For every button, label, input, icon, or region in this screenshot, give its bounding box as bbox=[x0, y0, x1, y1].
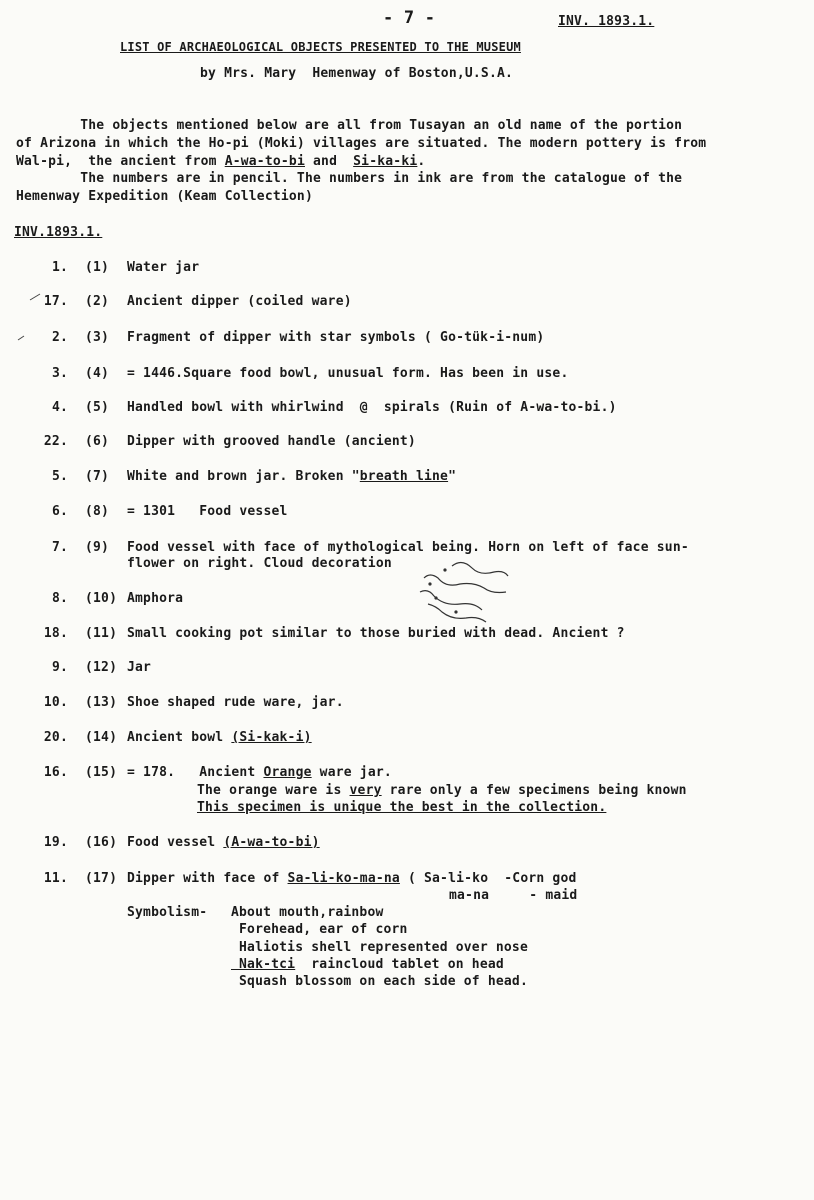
entry-catalog-number: (12) bbox=[85, 660, 118, 675]
entry-catalog-number: (6) bbox=[85, 434, 110, 449]
entry-catalog-number: (17) bbox=[85, 871, 118, 886]
entry-catalog-number: (14) bbox=[85, 730, 118, 745]
entry-catalog-number: (11) bbox=[85, 626, 118, 641]
entry-catalog-number: (5) bbox=[85, 400, 110, 415]
entry-description: = 178. Ancient Orange ware jar. bbox=[127, 765, 392, 780]
entry-description: Dipper with grooved handle (ancient) bbox=[127, 434, 416, 449]
page-number: - 7 - bbox=[383, 8, 436, 28]
entry-catalog-number: (9) bbox=[85, 540, 110, 555]
entry-description-note: This specimen is unique the best in the collection. bbox=[197, 800, 607, 815]
entry-description-continued: ma-na - maid bbox=[449, 888, 578, 903]
entry-catalog-number: (10) bbox=[85, 591, 118, 606]
entry-description: = 1446.Square food bowl, unusual form. Has been in use. bbox=[127, 366, 569, 381]
entry-number: 3. bbox=[51, 366, 68, 381]
intro-line-3: Wal-pi, the ancient from A-wa-to-bi and Si-ka-ki. bbox=[16, 154, 426, 169]
entry-number: 10. bbox=[43, 695, 68, 710]
entry-number: 2. bbox=[51, 330, 68, 345]
entry-number: 6. bbox=[51, 504, 68, 519]
document-subtitle: by Mrs. Mary Hemenway of Boston,U.S.A. bbox=[200, 66, 514, 81]
entry-number: 17. bbox=[43, 294, 68, 309]
document-title: LIST OF ARCHAEOLOGICAL OBJECTS PRESENTED TO THE MUSEUM bbox=[120, 40, 521, 54]
entry-number: 8. bbox=[51, 591, 68, 606]
entry-description: Dipper with face of Sa-li-ko-ma-na ( Sa-li-ko -Corn god bbox=[127, 871, 577, 886]
entry-number: 4. bbox=[51, 400, 68, 415]
entry-catalog-number: (2) bbox=[85, 294, 110, 309]
entry-description: Water jar bbox=[127, 260, 200, 275]
entry-catalog-number: (4) bbox=[85, 366, 110, 381]
entry-catalog-number: (7) bbox=[85, 469, 110, 484]
entry-number: 11. bbox=[43, 871, 68, 886]
inventory-reference: INV. 1893.1. bbox=[558, 14, 655, 29]
entry-number: 20. bbox=[43, 730, 68, 745]
intro-line-5: Hemenway Expedition (Keam Collection) bbox=[16, 189, 313, 204]
entry-catalog-number: (15) bbox=[85, 765, 118, 780]
entry-description: Jar bbox=[127, 660, 152, 675]
entry-catalog-number: (1) bbox=[85, 260, 110, 275]
entry-number: 1. bbox=[51, 260, 68, 275]
symbolism-line: About mouth,rainbow bbox=[231, 905, 384, 920]
intro-line-2: of Arizona in which the Ho-pi (Moki) villages are situated. The modern pottery is from bbox=[16, 136, 707, 151]
entry-description: Ancient bowl (Si-kak-i) bbox=[127, 730, 312, 745]
intro-line-4: The numbers are in pencil. The numbers in ink are from the catalogue of the bbox=[16, 171, 683, 186]
entry-description: Ancient dipper (coiled ware) bbox=[127, 294, 352, 309]
symbolism-line: Forehead, ear of corn bbox=[231, 922, 408, 937]
entry-number: 22. bbox=[43, 434, 68, 449]
entry-number: 5. bbox=[51, 469, 68, 484]
pencil-tick-mark bbox=[18, 294, 40, 340]
entry-number: 19. bbox=[43, 835, 68, 850]
entry-description: Food vessel with face of mythological being. Horn on left of face sun- bbox=[127, 540, 689, 555]
symbolism-line: Haliotis shell represented over nose bbox=[231, 940, 528, 955]
symbolism-line: Squash blossom on each side of head. bbox=[231, 974, 528, 989]
inventory-heading: INV.1893.1. bbox=[14, 225, 103, 240]
entry-description: = 1301 Food vessel bbox=[127, 504, 288, 519]
entry-description: White and brown jar. Broken "breath line" bbox=[127, 469, 457, 484]
entry-number: 7. bbox=[51, 540, 68, 555]
entry-description-continued: The orange ware is very rare only a few specimens being known bbox=[197, 783, 687, 798]
symbolism-line: Nak-tci raincloud tablet on head bbox=[231, 957, 504, 972]
entry-number: 9. bbox=[51, 660, 68, 675]
entry-number: 18. bbox=[43, 626, 68, 641]
entry-description: Amphora bbox=[127, 591, 184, 606]
entry-catalog-number: (3) bbox=[85, 330, 110, 345]
entry-catalog-number: (13) bbox=[85, 695, 118, 710]
entry-catalog-number: (16) bbox=[85, 835, 118, 850]
entry-description: Shoe shaped rude ware, jar. bbox=[127, 695, 344, 710]
entry-description: Handled bowl with whirlwind @ spirals (Ruin of A-wa-to-bi.) bbox=[127, 400, 617, 415]
entry-description: Fragment of dipper with star symbols ( Go-tük-i-num) bbox=[127, 330, 545, 345]
entry-description-continued: flower on right. Cloud decoration bbox=[127, 556, 392, 571]
entry-description: Food vessel (A-wa-to-bi) bbox=[127, 835, 320, 850]
intro-line-1: The objects mentioned below are all from Tusayan an old name of the portion bbox=[16, 118, 683, 133]
entry-number: 16. bbox=[43, 765, 68, 780]
entry-catalog-number: (8) bbox=[85, 504, 110, 519]
entry-description: Small cooking pot similar to those buried with dead. Ancient ? bbox=[127, 626, 625, 641]
symbolism-label: Symbolism- bbox=[127, 905, 208, 920]
cloud-sketch-icon bbox=[420, 562, 508, 622]
